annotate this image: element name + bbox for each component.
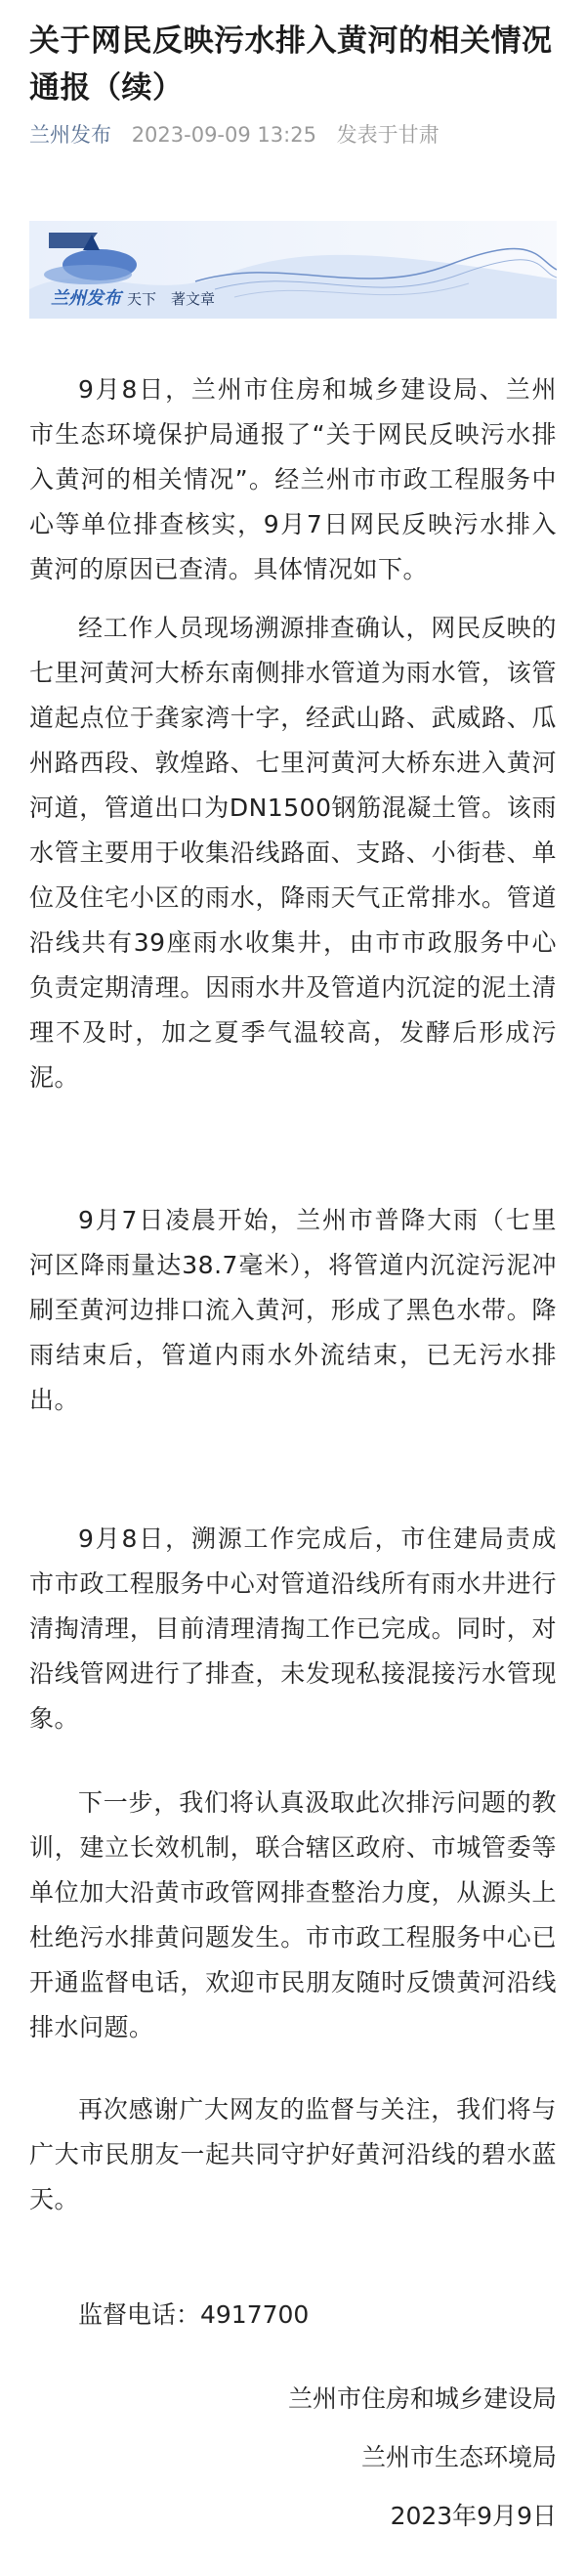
- publish-datetime: 2023-09-09 13:25: [131, 123, 316, 147]
- publish-location: 发表于甘肃: [336, 123, 440, 147]
- signature-housing-bureau: 兰州市住房和城乡建设局: [287, 2384, 557, 2413]
- paragraph-1: 9月8日，兰州市住房和城乡建设局、兰州市生态环境保护局通报了“关于网民反映污水排入黄河的相关情况”。经兰州市市政工程服务中心等单位排查核实，9月7日网民反映污水排入黄河的原因已查清。具体情况如下。: [29, 375, 557, 583]
- banner-slogan: 天下 著文章: [127, 290, 216, 308]
- paragraph-3: 9月7日凌晨开始，兰州市普降大雨（七里河区降雨量达38.7毫米），将管道内沉淀污泥冲刷至黄河边排口流入黄河，形成了黑色水带。降雨结束后，管道内雨水外流结束，已无污水排出。: [29, 1206, 557, 1414]
- header-banner: [29, 221, 557, 319]
- paragraph-5: 下一步，我们将认真汲取此次排污问题的教训，建立长效机制，联合辖区政府、市城管委等单位加大沿黄市政管网排查整治力度，从源头上杜绝污水排黄问题发生。市市政工程服务中心已开通监督电话，欢迎市民朋友随时反馈黄河沿线排水问题。: [29, 1788, 557, 2041]
- article-title: 关于网民反映污水排入黄河的相关情况通报（续）: [29, 23, 553, 106]
- paragraph-2: 经工作人员现场溯源排查确认，网民反映的七里河黄河大桥东南侧排水管道为雨水管，该管道起点位于龚家湾十字，经武山路、武威路、瓜州路西段、敦煌路、七里河黄河大桥东进入黄河河道，管道出口为DN1500钢筋混凝土管。该雨水管主要用于收集沿线路面、支路、小街巷、单位及住宅小区的雨水，降雨天气正常排水。管道沿线共有39座雨水收集井，由市市政服务中心负责定期清理。因雨水井及管道内沉淀的泥土清理不及时，加之夏季气温较高，发酵后形成污泥。: [29, 614, 557, 1092]
- banner-logo-text: 兰州发布: [51, 288, 121, 309]
- signature-ecology-bureau: 兰州市生态环境局: [360, 2443, 557, 2471]
- article-meta: [29, 119, 453, 149]
- paragraph-6: 再次感谢广大网友的监督与关注，我们将与广大市民朋友一起共同守护好黄河沿线的碧水蓝天。: [29, 2095, 557, 2213]
- paragraph-4: 9月8日，溯源工作完成后，市住建局责成市市政工程服务中心对管道沿线所有雨水井进行清掏清理，目前清理清掏工作已完成。同时，对沿线管网进行了排查，未发现私接混接污水管现象。: [29, 1524, 557, 1733]
- banner-illustration: [29, 221, 557, 319]
- signature-date: 2023年9月9日: [390, 2502, 557, 2530]
- source-account-link[interactable]: 兰州发布: [29, 123, 111, 147]
- supervision-hotline: 监督电话：4917700: [78, 2300, 310, 2329]
